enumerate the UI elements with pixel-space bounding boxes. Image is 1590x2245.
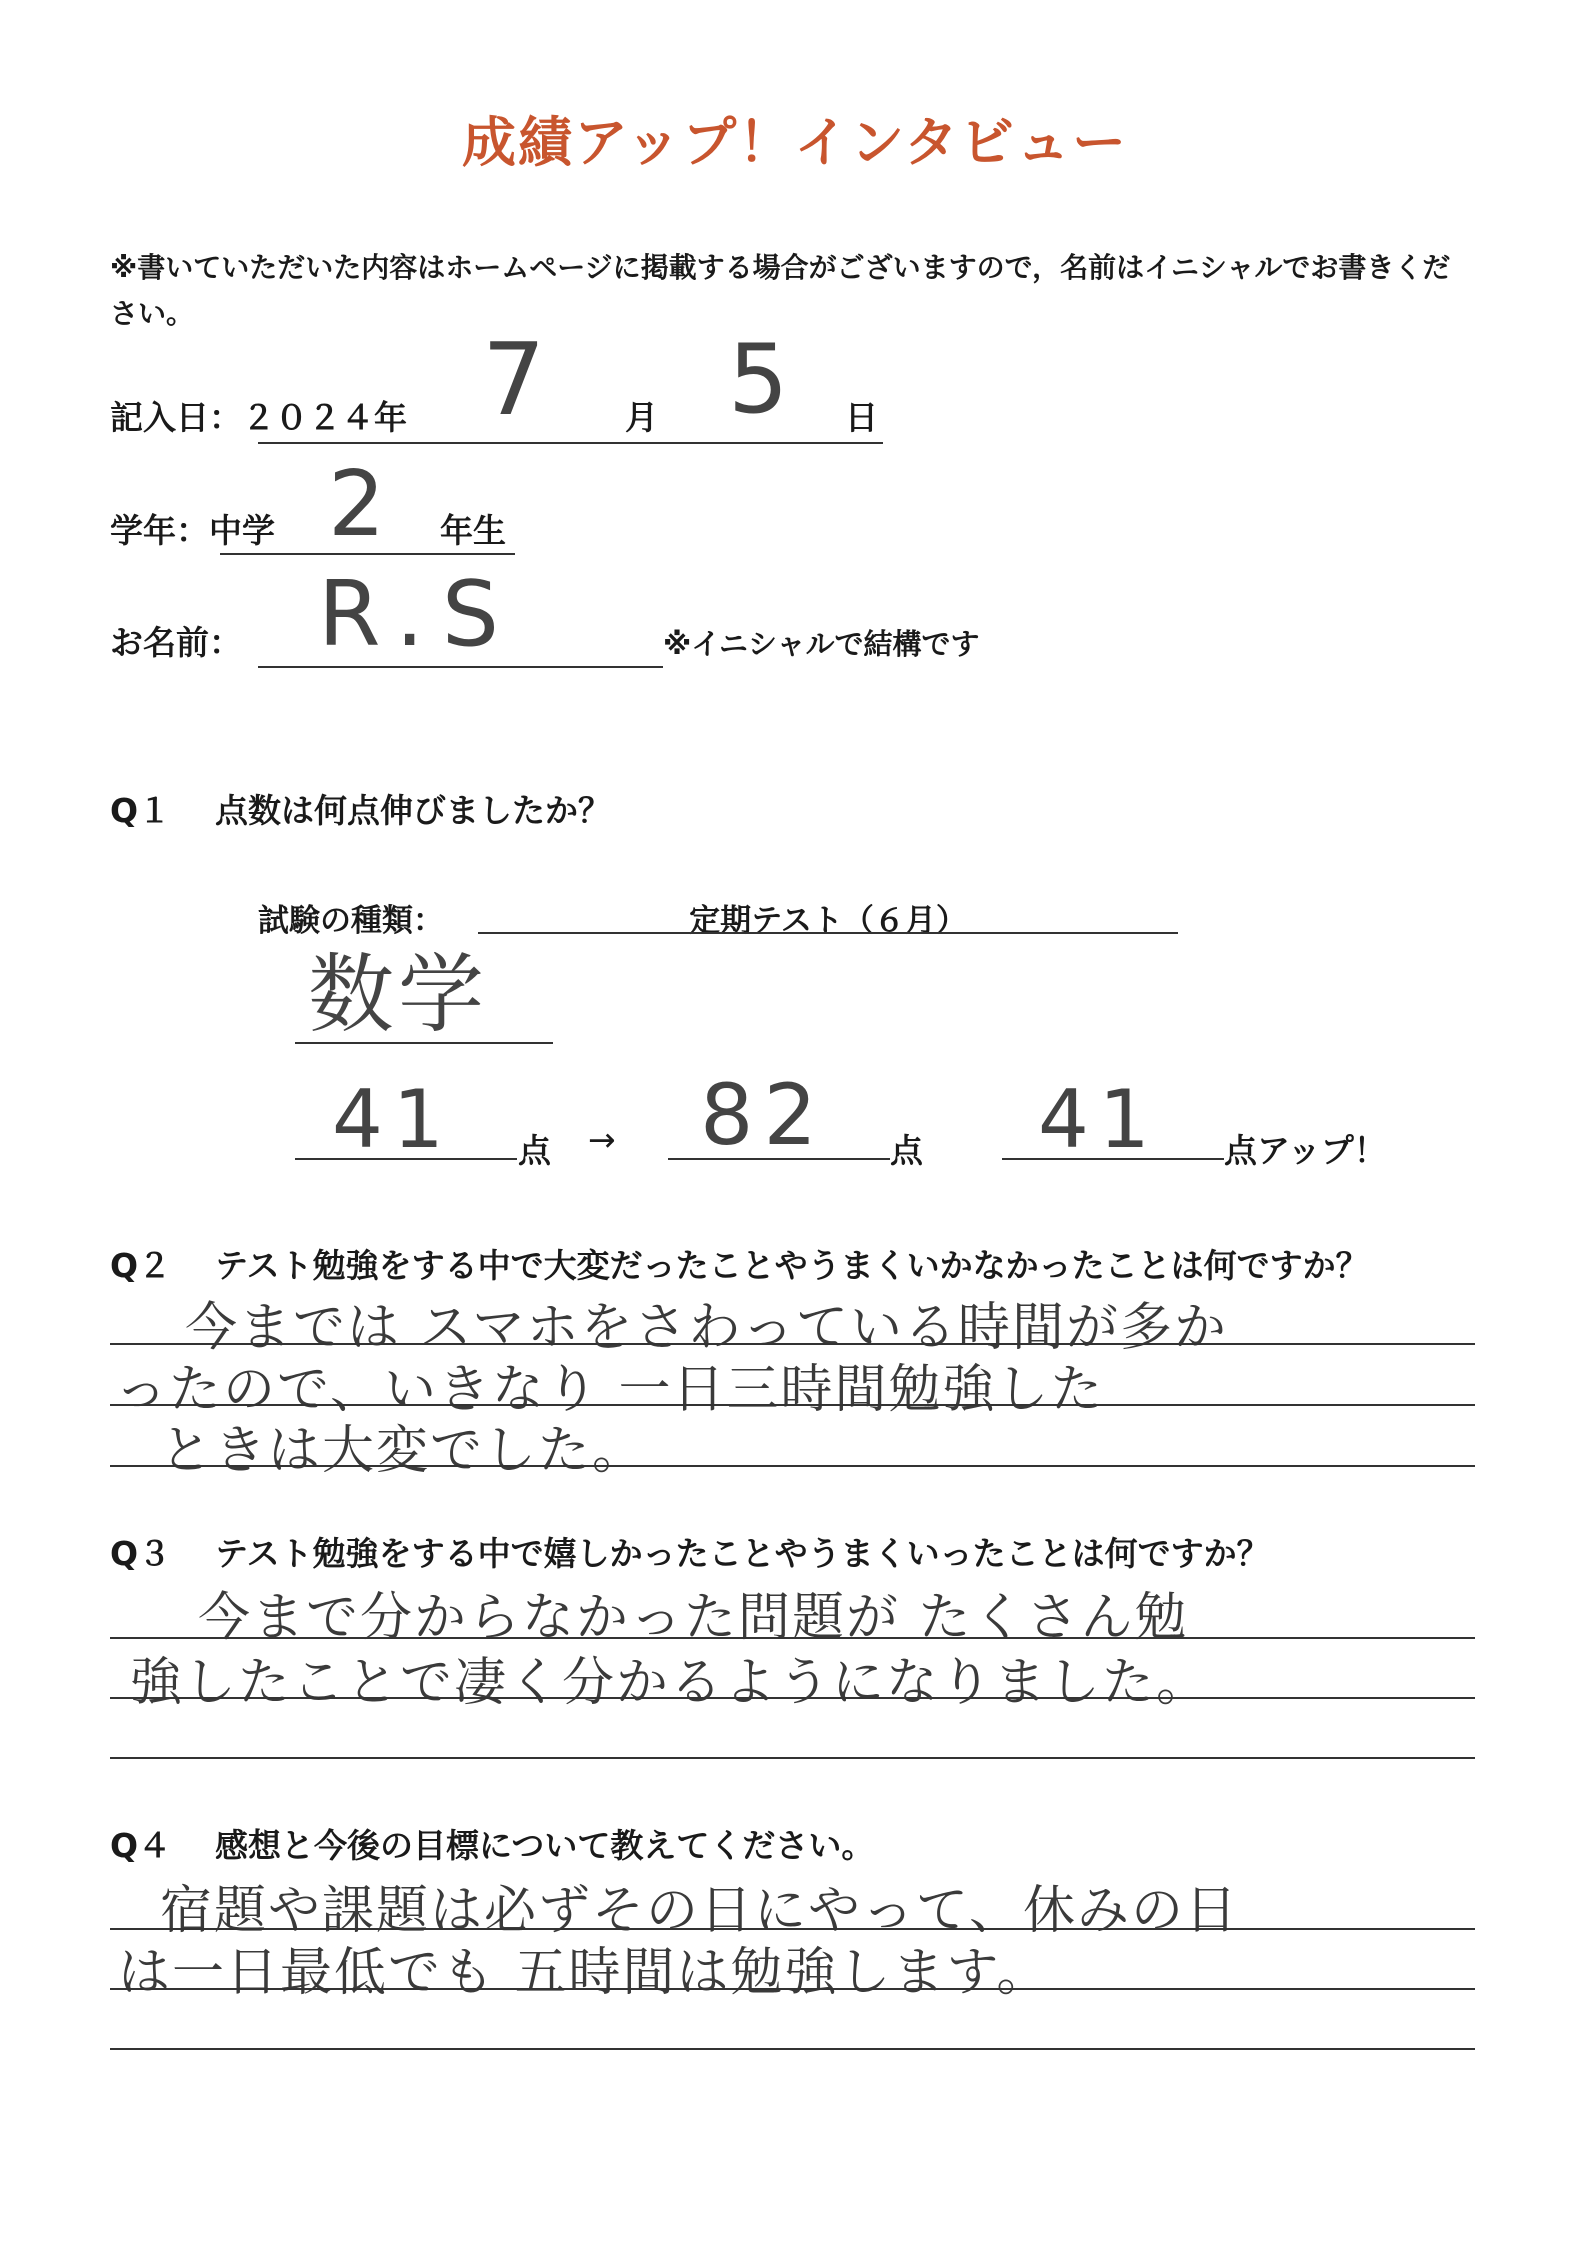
grade-underline xyxy=(220,553,515,555)
q3-number: Q３ xyxy=(110,1534,172,1573)
grade-label: 学年：中学 xyxy=(110,511,275,550)
date-day-label: 日 xyxy=(845,398,878,437)
page-title: 成績アップ！インタビュー xyxy=(461,111,1129,174)
exam-type-label: 試験の種類： xyxy=(258,903,444,939)
score-after-value[interactable]: 82 xyxy=(700,1066,827,1164)
q2-rule-2 xyxy=(110,1404,1475,1406)
date-label: 記入日：２０２４年 xyxy=(110,398,407,437)
date-day-value[interactable]: 5 xyxy=(728,325,789,435)
grade-suffix: 年生 xyxy=(440,511,506,550)
q1-heading xyxy=(110,785,611,832)
name-label: お名前： xyxy=(110,623,242,662)
q4-question: 感想と今後の目標について教えてください。 xyxy=(215,1826,875,1865)
date-month-value[interactable]: 7 xyxy=(482,321,546,438)
q4-answer-line-2[interactable]: は一日最低でも 五時間は勉強します。 xyxy=(118,1943,1051,2003)
q3-question: テスト勉強をする中で嬉しかったことやうまくいったことは何ですか？ xyxy=(215,1534,1270,1573)
subject-value[interactable]: 数学 xyxy=(308,945,488,1045)
score-before-underline xyxy=(295,1158,517,1160)
score-before-value[interactable]: 41 xyxy=(332,1073,454,1166)
q4-answer-line-1[interactable]: 宿題や課題は必ずその日にやって、休みの日 xyxy=(160,1881,1239,1941)
q4-heading xyxy=(110,1820,874,1867)
q3-heading xyxy=(110,1528,1270,1575)
q4-rule-3 xyxy=(110,2048,1475,2050)
q3-rule-1 xyxy=(110,1637,1475,1639)
q4-rule-2 xyxy=(110,1988,1475,1990)
q2-heading xyxy=(110,1240,1369,1287)
arrow-icon: → xyxy=(588,1120,616,1159)
q2-rule-1 xyxy=(110,1343,1475,1345)
name-value[interactable]: R.S xyxy=(318,562,518,667)
q3-answer-line-1[interactable]: 今まで分からなかった問題が たくさん勉 xyxy=(198,1588,1189,1648)
score-after-unit: 点 xyxy=(890,1131,923,1170)
q3-rule-2 xyxy=(110,1697,1475,1699)
q2-answer-line-3[interactable]: ときは大変でした。 xyxy=(160,1421,647,1481)
date-month-label: 月 xyxy=(625,398,658,437)
q2-rule-3 xyxy=(110,1465,1475,1467)
score-before-unit: 点 xyxy=(518,1131,551,1170)
q4-number: Q４ xyxy=(110,1826,172,1865)
q2-answer-line-1[interactable]: 今までは スマホをさわっている時間が多か xyxy=(185,1298,1228,1358)
date-underline xyxy=(258,442,883,444)
q2-number: Q２ xyxy=(110,1246,172,1285)
q3-answer-line-2[interactable]: 強したことで凄く分かるようになりました。 xyxy=(130,1653,1211,1713)
name-note: ※イニシャルで結構です xyxy=(663,627,980,661)
exam-type-value[interactable]: 定期テスト（６月） xyxy=(689,903,967,939)
score-up-underline xyxy=(1002,1158,1224,1160)
grade-value[interactable]: 2 xyxy=(328,452,386,557)
name-underline xyxy=(258,666,663,668)
notice-text: ※書いていただいた内容はホームページに掲載する場合がございますので，名前はイニシャルでお書きください。 xyxy=(110,251,1451,330)
score-up-unit: 点アップ！ xyxy=(1224,1131,1387,1170)
score-up-value[interactable]: 41 xyxy=(1038,1073,1160,1166)
q1-question: 点数は何点伸びましたか？ xyxy=(215,791,611,830)
q2-question: テスト勉強をする中で大変だったことやうまくいかなかったことは何ですか？ xyxy=(215,1246,1369,1285)
score-after-underline xyxy=(668,1158,890,1160)
q3-rule-3 xyxy=(110,1757,1475,1759)
subject-underline xyxy=(295,1042,553,1044)
q1-number: Q１ xyxy=(110,791,172,830)
exam-type-underline xyxy=(478,932,1178,934)
q2-answer-line-2[interactable]: ったので、いきなり 一日三時間勉強した xyxy=(115,1360,1105,1420)
